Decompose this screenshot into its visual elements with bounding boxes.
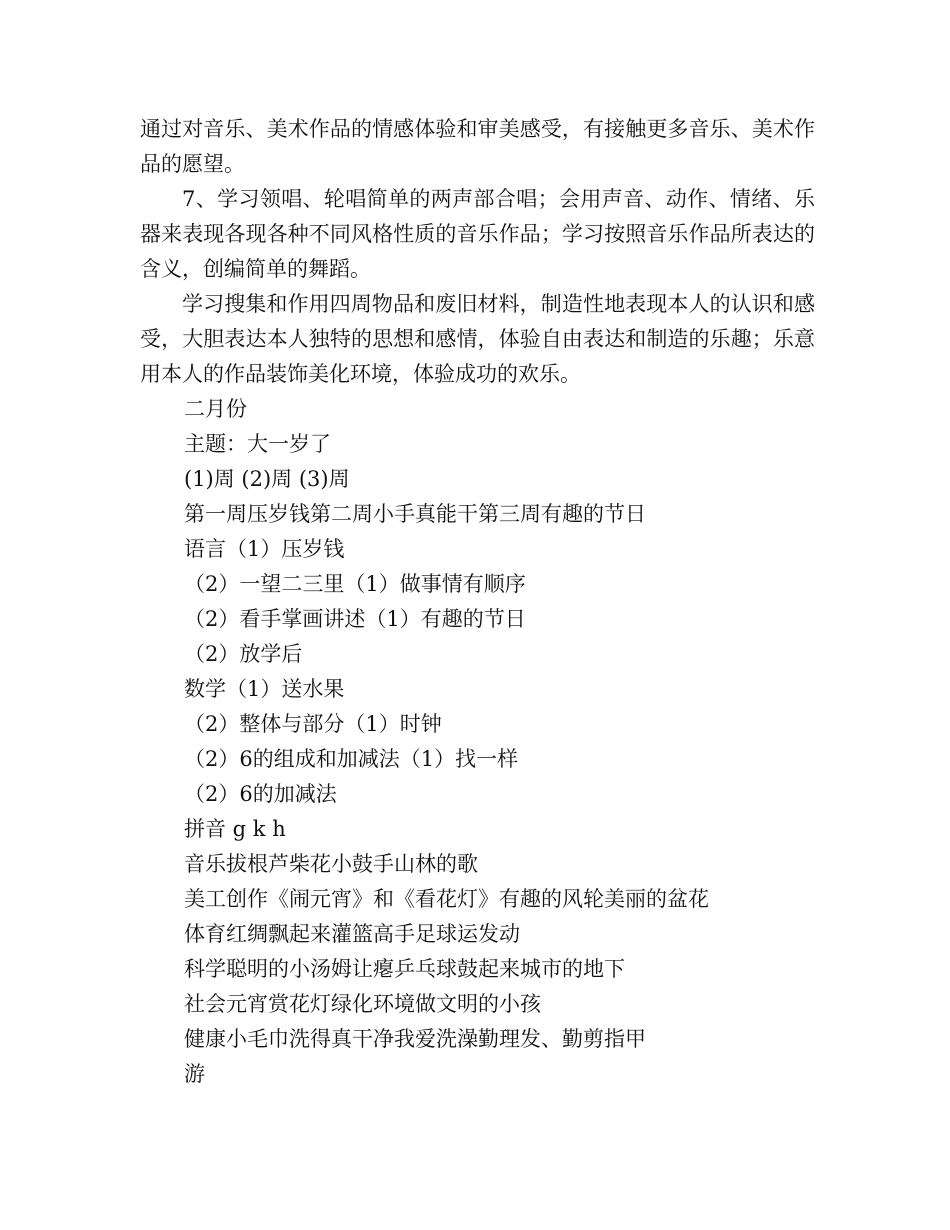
list-item: （2）看手掌画讲述（1）有趣的节日 (184, 607, 526, 631)
paragraph-music-goals: 7、学习领唱、轮唱简单的两声部合唱；会用声音、动作、情绪、乐器来表现各现各种不同风格性质的音乐作品；学习按照音乐作品所表达的含义，创编简单的舞蹈。 (140, 187, 815, 281)
paragraph-art-appreciation: 通过对音乐、美术作品的情感体验和审美感受，有接触更多音乐、美术作品的愿望。 (140, 117, 815, 176)
list-item: 美工创作《闹元宵》和《看花灯》有趣的风轮美丽的盆花 (184, 887, 709, 911)
list-item: 数学（1）送水果 (184, 677, 345, 701)
list-item: （2）放学后 (184, 642, 303, 666)
paragraph-creative-goals: 学习搜集和作用四周物品和废旧材料，制造性地表现本人的认识和感受，大胆表达本人独特的思想和感情，体验自由表达和制造的乐趣；乐意用本人的作品装饰美化环境，体验成功的欢乐。 (140, 292, 815, 386)
list-item: 拼音 g k h (184, 817, 286, 841)
week-numbers-line: (1)周 (2)周 (3)周 (184, 467, 350, 491)
list-item: 健康小毛巾洗得真干净我爱洗澡勤理发、勤剪指甲 (184, 1027, 646, 1051)
week-titles-line: 第一周压岁钱第二周小手真能干第三周有趣的节日 (184, 502, 646, 526)
theme-line: 主题：大一岁了 (184, 432, 331, 456)
list-item: （2）6的加减法 (184, 782, 337, 806)
list-item: （2）整体与部分（1）时钟 (184, 712, 442, 736)
list-item: 科学聪明的小汤姆让瘪乒乓球鼓起来城市的地下 (184, 957, 625, 981)
list-item: 音乐拔根芦柴花小鼓手山林的歌 (184, 852, 478, 876)
month-heading: 二月份 (184, 397, 247, 421)
list-item: 体育红绸飘起来灌篮高手足球运发动 (184, 922, 520, 946)
list-item: （2）一望二三里（1）做事情有顺序 (184, 572, 526, 596)
list-item: 社会元宵赏花灯绿化环境做文明的小孩 (184, 992, 541, 1016)
document-page (140, 112, 815, 1092)
list-item: 语言（1）压岁钱 (184, 537, 345, 561)
list-item: （2）6的组成和加减法（1）找一样 (184, 747, 519, 771)
list-item: 游 (184, 1062, 205, 1086)
